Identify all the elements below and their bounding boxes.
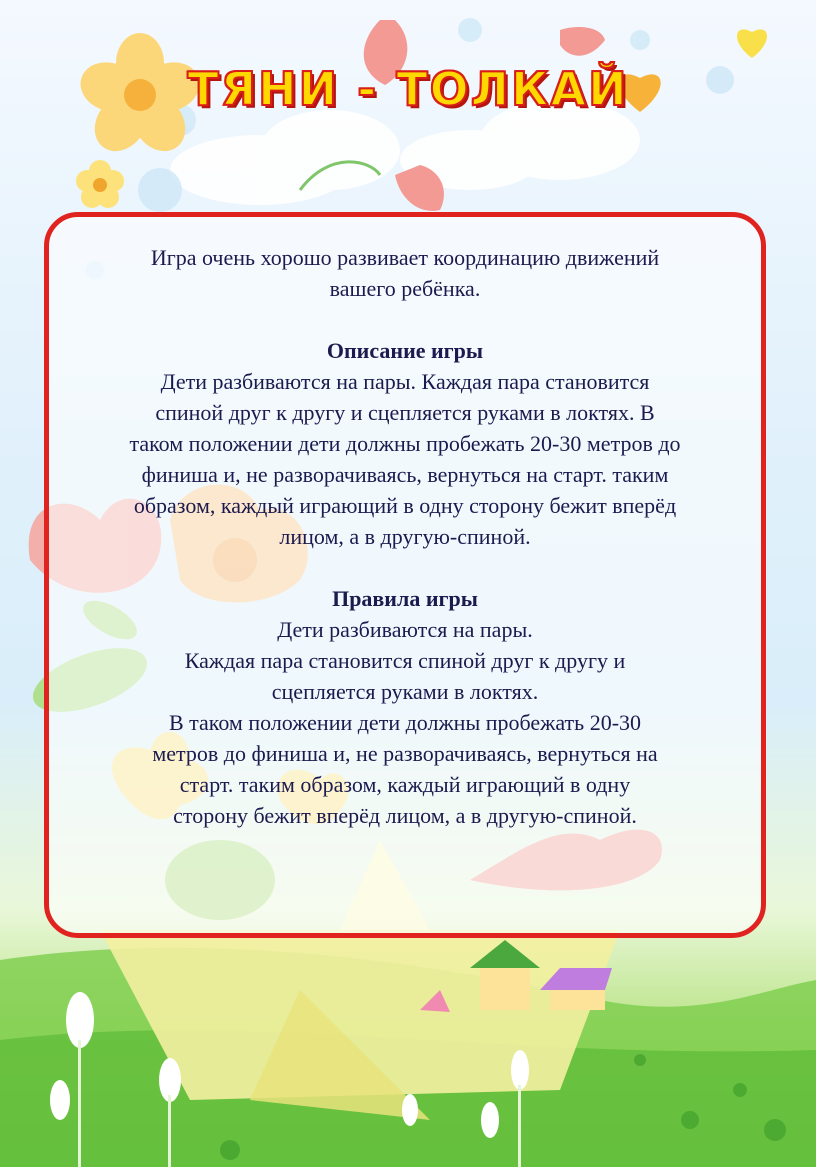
description-line: таком положении дети должны пробежать 20-30 метров до bbox=[129, 431, 681, 456]
intro-line: вашего ребёнка. bbox=[329, 276, 481, 301]
description-line: лицом, а в другую-спиной. bbox=[279, 524, 531, 549]
heart-icon bbox=[737, 29, 767, 58]
content-text bbox=[60, 242, 750, 831]
rules-line: Дети разбиваются на пары. bbox=[277, 617, 533, 642]
rules-line: Каждая пара становится спиной друг к другу и bbox=[184, 648, 626, 673]
description-line: образом, каждый играющий в одну сторону бежит вперёд bbox=[133, 493, 677, 518]
rules-heading: Правила игры bbox=[332, 586, 478, 611]
rules-line: сцепляется руками в локтях. bbox=[271, 679, 539, 704]
description-line: Дети разбиваются на пары. Каждая пара становится bbox=[160, 369, 650, 394]
rules-line: старт. таким образом, каждый играющий в одну bbox=[179, 772, 631, 797]
rules-line: В таком положении дети должны пробежать 20-30 bbox=[168, 710, 642, 735]
description-line: финиша и, не разворачиваясь, вернуться на старт. таким bbox=[141, 462, 669, 487]
description-heading: Описание игры bbox=[326, 338, 484, 363]
flower-icon bbox=[76, 160, 124, 208]
description-line: спиной друг к другу и сцепляется руками в локтях. В bbox=[155, 400, 655, 425]
rules-line: сторону бежит вперёд лицом, а в другую-спиной. bbox=[173, 803, 637, 828]
rules-line: метров до финиша и, не разворачиваясь, вернуться на bbox=[152, 741, 658, 766]
page-title: ТЯНИ - ТОЛКАЙ bbox=[187, 62, 629, 116]
intro-line: Игра очень хорошо развивает координацию движений bbox=[150, 245, 660, 270]
